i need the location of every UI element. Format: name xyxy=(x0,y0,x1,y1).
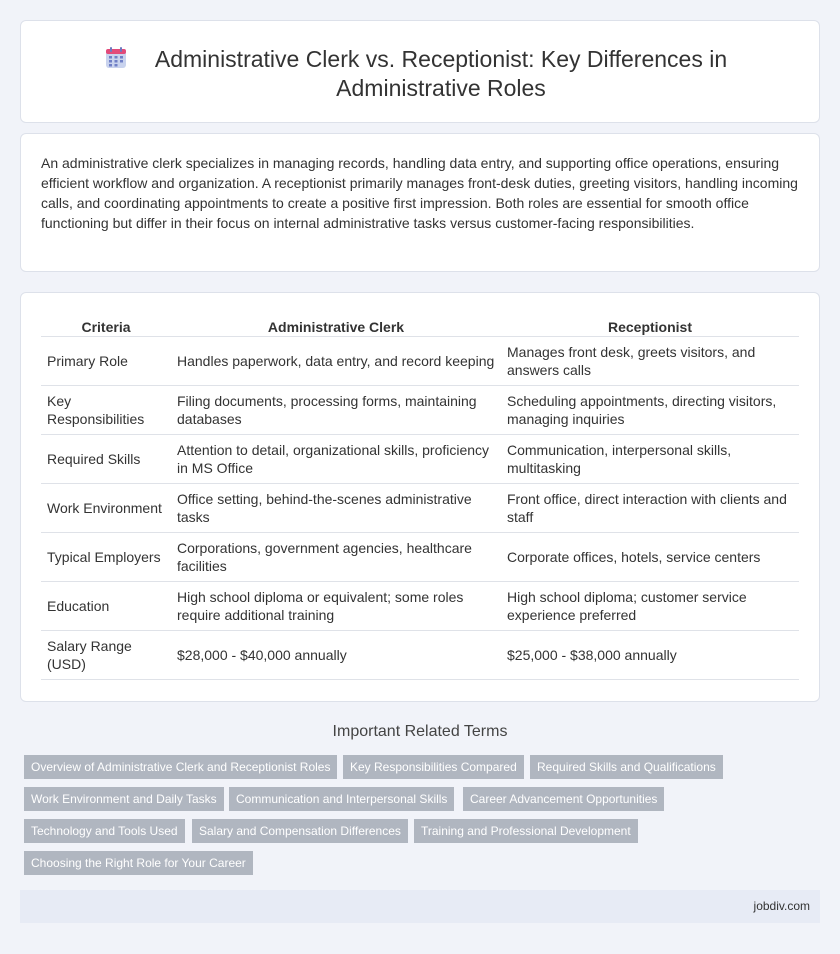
receptionist-cell: $25,000 - $38,000 annually xyxy=(501,631,799,680)
title-card xyxy=(20,20,820,123)
receptionist-cell: Scheduling appointments, directing visitors, managing inquiries xyxy=(501,386,799,435)
related-term-tag[interactable]: Required Skills and Qualifications xyxy=(530,755,723,779)
related-term-tag[interactable]: Training and Professional Development xyxy=(414,819,638,843)
table-row xyxy=(41,337,799,386)
clerk-cell: Filing documents, processing forms, maintaining databases xyxy=(171,386,501,435)
related-term-tag[interactable]: Work Environment and Daily Tasks xyxy=(24,787,224,811)
receptionist-cell: High school diploma; customer service experience preferred xyxy=(501,582,799,631)
related-term-tag[interactable]: Key Responsibilities Compared xyxy=(343,755,524,779)
clerk-cell: Attention to detail, organizational skills, proficiency in MS Office xyxy=(171,435,501,484)
related-term-tag[interactable]: Career Advancement Opportunities xyxy=(463,787,664,811)
header-administrative-clerk: Administrative Clerk xyxy=(171,315,501,337)
clerk-cell: High school diploma or equivalent; some roles require additional training xyxy=(171,582,501,631)
clerk-cell: Office setting, behind-the-scenes administrative tasks xyxy=(171,484,501,533)
table-row xyxy=(41,435,799,484)
related-terms-heading: Important Related Terms xyxy=(332,723,508,740)
intro-paragraph: An administrative clerk specializes in managing records, handling data entry, and supporting office operations, ensuring efficient workflow and organization. A receptionist primarily manages front-desk duties, greeting visitors, handling incoming calls, and coordinating appointments to create a positive first impression. Both roles are essential for smooth office functioning but differ in their focus on internal administrative tasks versus customer-facing responsibilities. xyxy=(41,155,798,231)
footer xyxy=(20,890,820,923)
clerk-cell: Corporations, government agencies, healthcare facilities xyxy=(171,533,501,582)
clerk-cell: $28,000 - $40,000 annually xyxy=(171,631,501,680)
receptionist-cell: Front office, direct interaction with clients and staff xyxy=(501,484,799,533)
criteria-cell: Salary Range (USD) xyxy=(41,631,171,680)
receptionist-cell: Communication, interpersonal skills, multitasking xyxy=(501,435,799,484)
criteria-cell: Work Environment xyxy=(41,484,171,533)
comparison-table xyxy=(41,315,799,680)
table-row xyxy=(41,533,799,582)
intro-card xyxy=(20,133,820,272)
comparison-card xyxy=(20,292,820,702)
footer-site-link[interactable]: jobdiv.com xyxy=(753,899,810,913)
page-title: Administrative Clerk vs. Receptionist: Key Differences in Administrative Roles xyxy=(154,46,728,101)
table-row xyxy=(41,484,799,533)
table-header-row xyxy=(41,315,799,337)
receptionist-cell: Manages front desk, greets visitors, and answers calls xyxy=(501,337,799,386)
table-row xyxy=(41,582,799,631)
header-receptionist: Receptionist xyxy=(501,315,799,337)
related-term-tag[interactable]: Communication and Interpersonal Skills xyxy=(229,787,454,811)
calendar-icon xyxy=(105,47,127,69)
criteria-cell: Required Skills xyxy=(41,435,171,484)
related-term-tag[interactable]: Overview of Administrative Clerk and Receptionist Roles xyxy=(24,755,337,779)
receptionist-cell: Corporate offices, hotels, service centers xyxy=(501,533,799,582)
criteria-cell: Key Responsibilities xyxy=(41,386,171,435)
related-term-tag[interactable]: Salary and Compensation Differences xyxy=(192,819,408,843)
table-row xyxy=(41,386,799,435)
criteria-cell: Primary Role xyxy=(41,337,171,386)
related-term-tag[interactable]: Choosing the Right Role for Your Career xyxy=(24,851,253,875)
criteria-cell: Typical Employers xyxy=(41,533,171,582)
clerk-cell: Handles paperwork, data entry, and record keeping xyxy=(171,337,501,386)
table-row xyxy=(41,631,799,680)
related-term-tag[interactable]: Technology and Tools Used xyxy=(24,819,185,843)
criteria-cell: Education xyxy=(41,582,171,631)
header-criteria: Criteria xyxy=(41,315,171,337)
